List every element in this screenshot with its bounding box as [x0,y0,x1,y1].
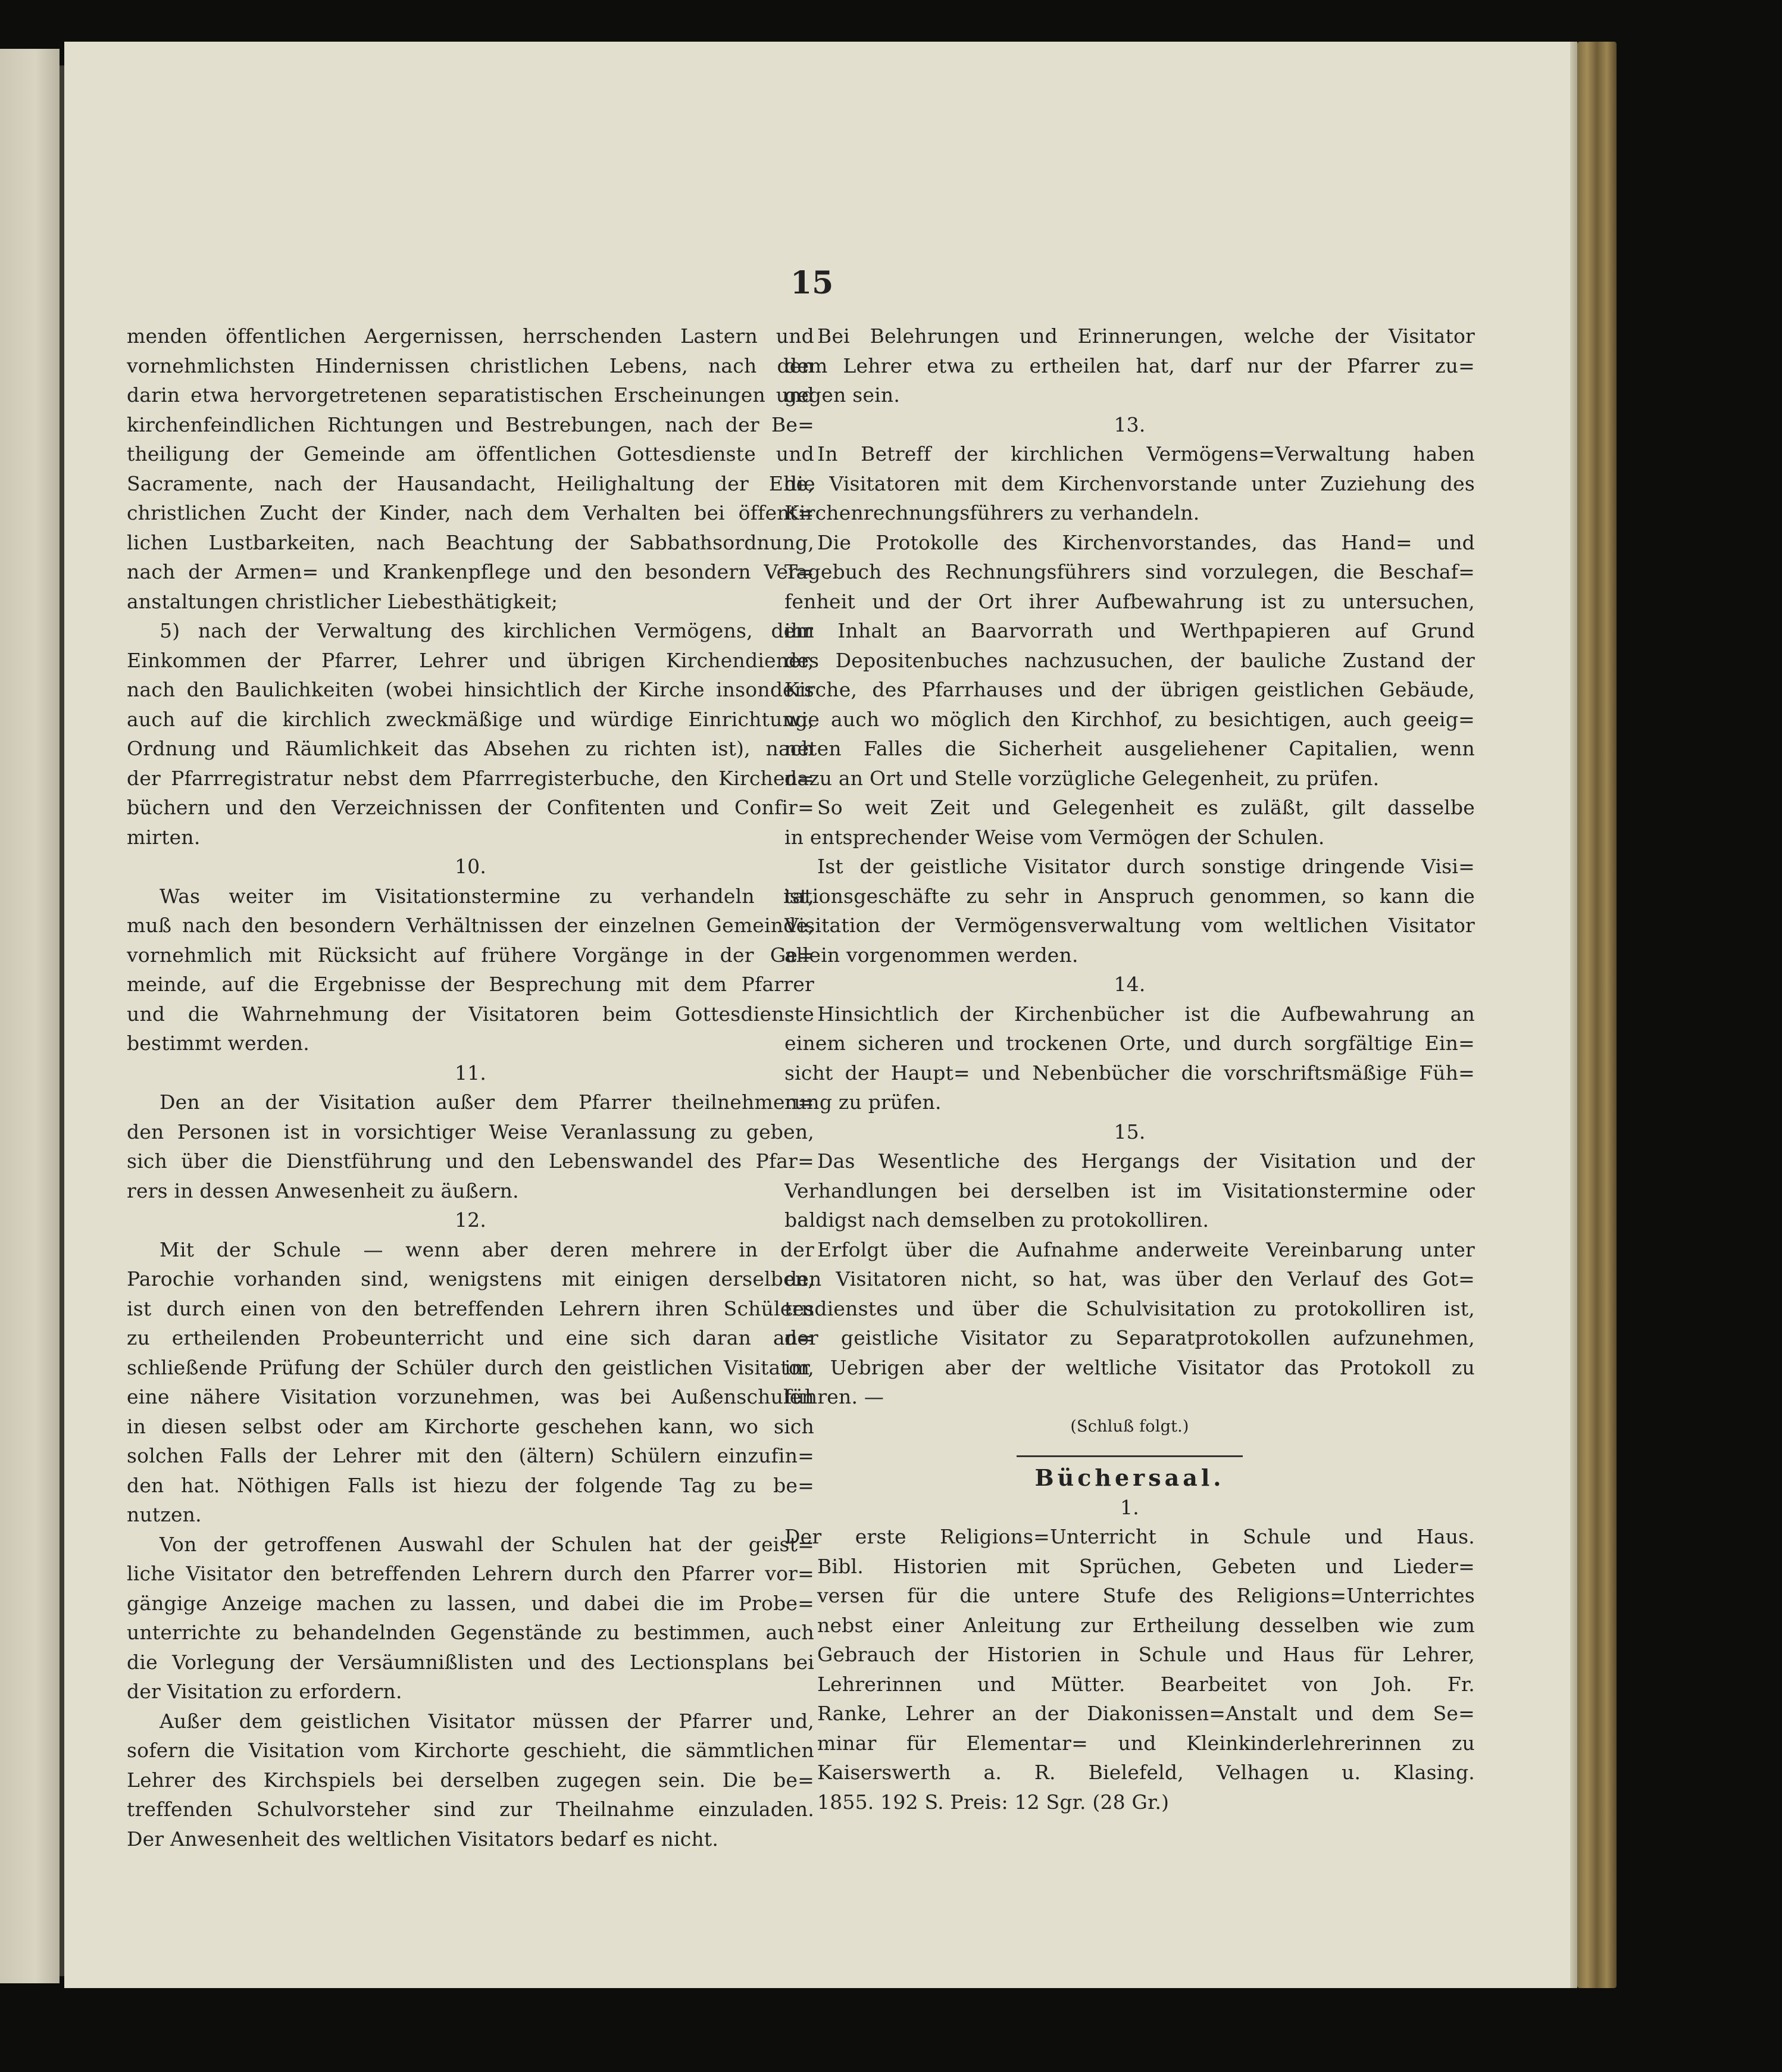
left-text-line: Von der getroffenen Auswahl der Schulen hat der geist= [160,1532,814,1556]
left-text-line: muß nach den besondern Verhältnissen der einzelnen Gemeinde, [127,914,814,937]
paragraph-number: 15. [1114,1120,1146,1143]
right-text-line: tesdienstes und über die Schulvisitation zu protokolliren ist, [784,1296,1475,1320]
left-text-line: sich über die Dienstführung und den Lebenswandel des Pfar= [127,1149,814,1173]
right-text-line: allein vorgenommen werden. [784,943,1078,967]
right-text-line: Die Protokolle des Kirchenvorstandes, das Hand= und [817,530,1475,554]
left-text-line: treffenden Schulvorsteher sind zur Theilnahme einzuladen. [127,1798,814,1821]
left-text-line: gängige Anzeige machen zu lassen, und dabei die im Probe= [127,1591,814,1615]
right-text-line: Das Wesentliche des Hergangs der Visitation und der [817,1149,1475,1173]
right-text-line: die Visitatoren mit dem Kirchenvorstande unter Zuziehung des [784,471,1475,495]
previous-page-edge [0,49,60,1983]
right-text-line: versen für die untere Stufe des Religions=Unterrichtes [817,1584,1475,1607]
left-text-line: eine nähere Visitation vorzunehmen, was bei Außenschulen [127,1385,814,1408]
right-text-line: einem sicheren und trockenen Orte, und durch sorgfältige Ein= [784,1032,1475,1055]
paragraph-number: 11. [454,1061,487,1085]
right-text-line: wie auch wo möglich den Kirchhof, zu besichtigen, auch geeig= [784,707,1475,731]
left-text-line: der Visitation zu erfordern. [127,1680,402,1703]
left-text-line: Ordnung und Räumlichkeit das Absehen zu richten ist), nach [127,737,814,760]
right-text-line: Ranke, Lehrer an der Diakonissen=Anstalt und dem Se= [817,1702,1475,1725]
left-text-line: den Personen ist in vorsichtiger Weise Veranlassung zu geben, [127,1120,814,1143]
right-text-line: 1855. 192 S. Preis: 12 Sgr. (28 Gr.) [817,1790,1170,1814]
left-text-line: den hat. Nöthigen Falls ist hiezu der folgende Tag zu be= [127,1473,814,1497]
left-text-line: schließende Prüfung der Schüler durch den geistlichen Visitator, [127,1355,814,1379]
right-text-line: in entsprechender Weise vom Vermögen der Schulen. [784,825,1325,849]
left-text-line: zu ertheilenden Probeunterricht und eine sich daran an= [127,1326,814,1349]
right-text-line: Lehrerinnen und Mütter. Bearbeitet von Joh. Fr. [817,1672,1475,1696]
left-text-line: menden öffentlichen Aergernissen, herrschenden Lastern und [127,324,814,348]
right-text-line: der geistliche Visitator zu Separatprotokollen aufzunehmen, [784,1326,1475,1349]
left-text-line: nutzen. [127,1503,202,1526]
right-text-line: Erfolgt über die Aufnahme anderweite Vereinbarung unter [817,1237,1475,1261]
left-text-line: solchen Falls der Lehrer mit den (ältern) Schülern einzufin= [127,1444,814,1467]
left-text-line: nach den Baulichkeiten (wobei hinsichtlich der Kirche insonders [127,678,814,701]
left-text-line: Außer dem geistlichen Visitator müssen der Pfarrer und, [160,1709,814,1733]
right-text-line: In Betreff der kirchlichen Vermögens=Verwaltung haben [817,442,1475,465]
right-text-line: dem Lehrer etwa zu ertheilen hat, darf nur der Pfarrer zu= [784,354,1475,377]
section-divider-rule [1017,1455,1243,1457]
paragraph-number: 10. [454,855,487,878]
right-text-line: neten Falles die Sicherheit ausgeliehener Capitalien, wenn [784,737,1475,760]
left-text-line: bestimmt werden. [127,1032,309,1055]
right-text-line: Verhandlungen bei derselben ist im Visitationstermine oder [784,1179,1475,1202]
right-text-line: tationsgeschäfte zu sehr in Anspruch genommen, so kann die [784,884,1475,908]
right-text-line: Hinsichtlich der Kirchenbücher ist die Aufbewahrung an [817,1002,1475,1026]
left-text-line: Lehrer des Kirchspiels bei derselben zugegen sein. Die be= [127,1768,814,1792]
left-text-line: Einkommen der Pfarrer, Lehrer und übrigen Kirchendiener, [127,648,814,672]
marbled-book-cover [1577,42,1617,1988]
left-text-line: Mit der Schule — wenn aber deren mehrere in der [160,1237,814,1261]
right-text-line: führen. — [784,1385,884,1408]
book-page [64,42,1571,1988]
left-text-line: vornehmlich mit Rücksicht auf frühere Vorgänge in der Ge= [127,943,814,967]
page-fore-edge [1570,42,1577,1988]
right-text-line: des Depositenbuches nachzusuchen, der bauliche Zustand der [784,648,1475,672]
section-heading: Büchersaal. [1034,1464,1225,1491]
right-text-line: im Uebrigen aber der weltliche Visitator das Protokoll zu [784,1355,1475,1379]
left-text-line: Den an der Visitation außer dem Pfarrer theilnehmen= [160,1090,814,1114]
left-text-line: in diesen selbst oder am Kirchorte geschehen kann, wo sich [127,1414,814,1438]
left-text-line: anstaltungen christlicher Liebesthätigkeit; [127,589,558,613]
right-text-line: sicht der Haupt= und Nebenbücher die vorschriftsmäßige Füh= [784,1061,1475,1085]
right-text-line: ihr Inhalt an Baarvorrath und Werthpapieren auf Grund [784,619,1475,642]
right-text-line: Gebrauch der Historien in Schule und Haus für Lehrer, [817,1643,1475,1666]
left-text-line: nach der Armen= und Krankenpflege und den besondern Ver= [127,560,814,583]
paragraph-number: 12. [454,1208,487,1232]
left-text-column [127,321,814,1854]
left-text-line: liche Visitator den betreffenden Lehrern durch den Pfarrer vor= [127,1562,814,1585]
left-text-line: Parochie vorhanden sind, wenigstens mit einigen derselben, [127,1267,814,1290]
right-text-line: Tagebuch des Rechnungsführers sind vorzulegen, die Beschaf= [784,560,1475,583]
left-text-line: Sacramente, nach der Hausandacht, Heilighaltung der Ehe, [127,471,814,495]
left-text-line: rers in dessen Anwesenheit zu äußern. [127,1179,519,1202]
left-text-line: theiligung der Gemeinde am öffentlichen Gottesdienste und [127,442,814,465]
right-text-line: den Visitatoren nicht, so hat, was über den Verlauf des Got= [784,1267,1475,1290]
left-text-line: ist durch einen von den betreffenden Lehrern ihren Schülern [127,1296,814,1320]
left-text-line: darin etwa hervorgetretenen separatistischen Erscheinungen und [127,383,814,407]
right-text-line: minar für Elementar= und Kleinkinderlehrerinnen zu [817,1731,1475,1755]
left-text-line: auch auf die kirchlich zweckmäßige und würdige Einrichtung, [127,707,814,731]
right-text-line: Kaiserswerth a. R. Bielefeld, Velhagen u. Klasing. [817,1761,1475,1784]
right-text-column [784,321,1475,1817]
right-text-line: nebst einer Anleitung zur Ertheilung desselben wie zum [817,1613,1475,1637]
right-text-line: Bei Belehrungen und Erinnerungen, welche der Visitator [817,324,1475,348]
left-text-line: Was weiter im Visitationstermine zu verhandeln ist, [160,884,814,908]
left-text-line: sofern die Visitation vom Kirchorte geschieht, die sämmtlichen [127,1739,814,1762]
left-text-line: mirten. [127,825,201,849]
left-text-line: die Vorlegung der Versäumnißlisten und des Lectionsplans bei [127,1650,814,1674]
left-text-line: vornehmlichsten Hindernissen christlichen Lebens, nach den [127,354,814,377]
right-text-line: dazu an Ort und Stelle vorzügliche Gelegenheit, zu prüfen. [784,766,1380,790]
left-text-line: 5) nach der Verwaltung des kirchlichen Vermögens, dem [160,619,814,642]
left-text-line: meinde, auf die Ergebnisse der Besprechung mit dem Pfarrer [127,973,814,996]
right-text-line: Ist der geistliche Visitator durch sonstige dringende Visi= [817,855,1475,878]
right-text-line: Der erste Religions=Unterricht in Schule und Haus. [784,1525,1475,1548]
left-text-line: büchern und den Verzeichnissen der Confitenten und Confir= [127,796,814,819]
paragraph-number: 1. [1120,1495,1139,1519]
left-text-line: Der Anwesenheit des weltlichen Visitators bedarf es nicht. [127,1827,719,1851]
left-text-line: der Pfarrregistratur nebst dem Pfarrregisterbuche, den Kirchen= [127,766,814,790]
left-text-line: unterrichte zu behandelnden Gegenstände zu bestimmen, auch [127,1621,814,1644]
paragraph-number: 14. [1114,973,1146,996]
right-text-line: baldigst nach demselben zu protokolliren. [784,1208,1209,1232]
right-text-line: Kirche, des Pfarrhauses und der übrigen geistlichen Gebäude, [784,678,1475,701]
right-text-line: (Schluß folgt.) [1070,1417,1189,1436]
right-text-line: Kirchenrechnungsführers zu verhandeln. [784,501,1200,524]
left-text-line: lichen Lustbarkeiten, nach Beachtung der Sabbathsordnung, [127,530,814,554]
right-text-line: gegen sein. [784,383,901,407]
right-text-line: Visitation der Vermögensverwaltung vom weltlichen Visitator [784,914,1475,937]
left-text-line: kirchenfeindlichen Richtungen und Bestrebungen, nach der Be= [127,412,814,436]
paragraph-number: 13. [1114,412,1146,436]
left-text-line: christlichen Zucht der Kinder, nach dem Verhalten bei öffent= [127,501,814,524]
right-text-line: So weit Zeit und Gelegenheit es zuläßt, gilt dasselbe [817,796,1475,819]
left-text-line: und die Wahrnehmung der Visitatoren beim Gottesdienste [127,1002,814,1026]
right-text-line: Bibl. Historien mit Sprüchen, Gebeten und Lieder= [817,1554,1475,1578]
page-number: 15 [790,265,834,301]
right-text-line: rung zu prüfen. [784,1090,942,1114]
right-text-line: fenheit und der Ort ihrer Aufbewahrung ist zu untersuchen, [784,589,1475,613]
